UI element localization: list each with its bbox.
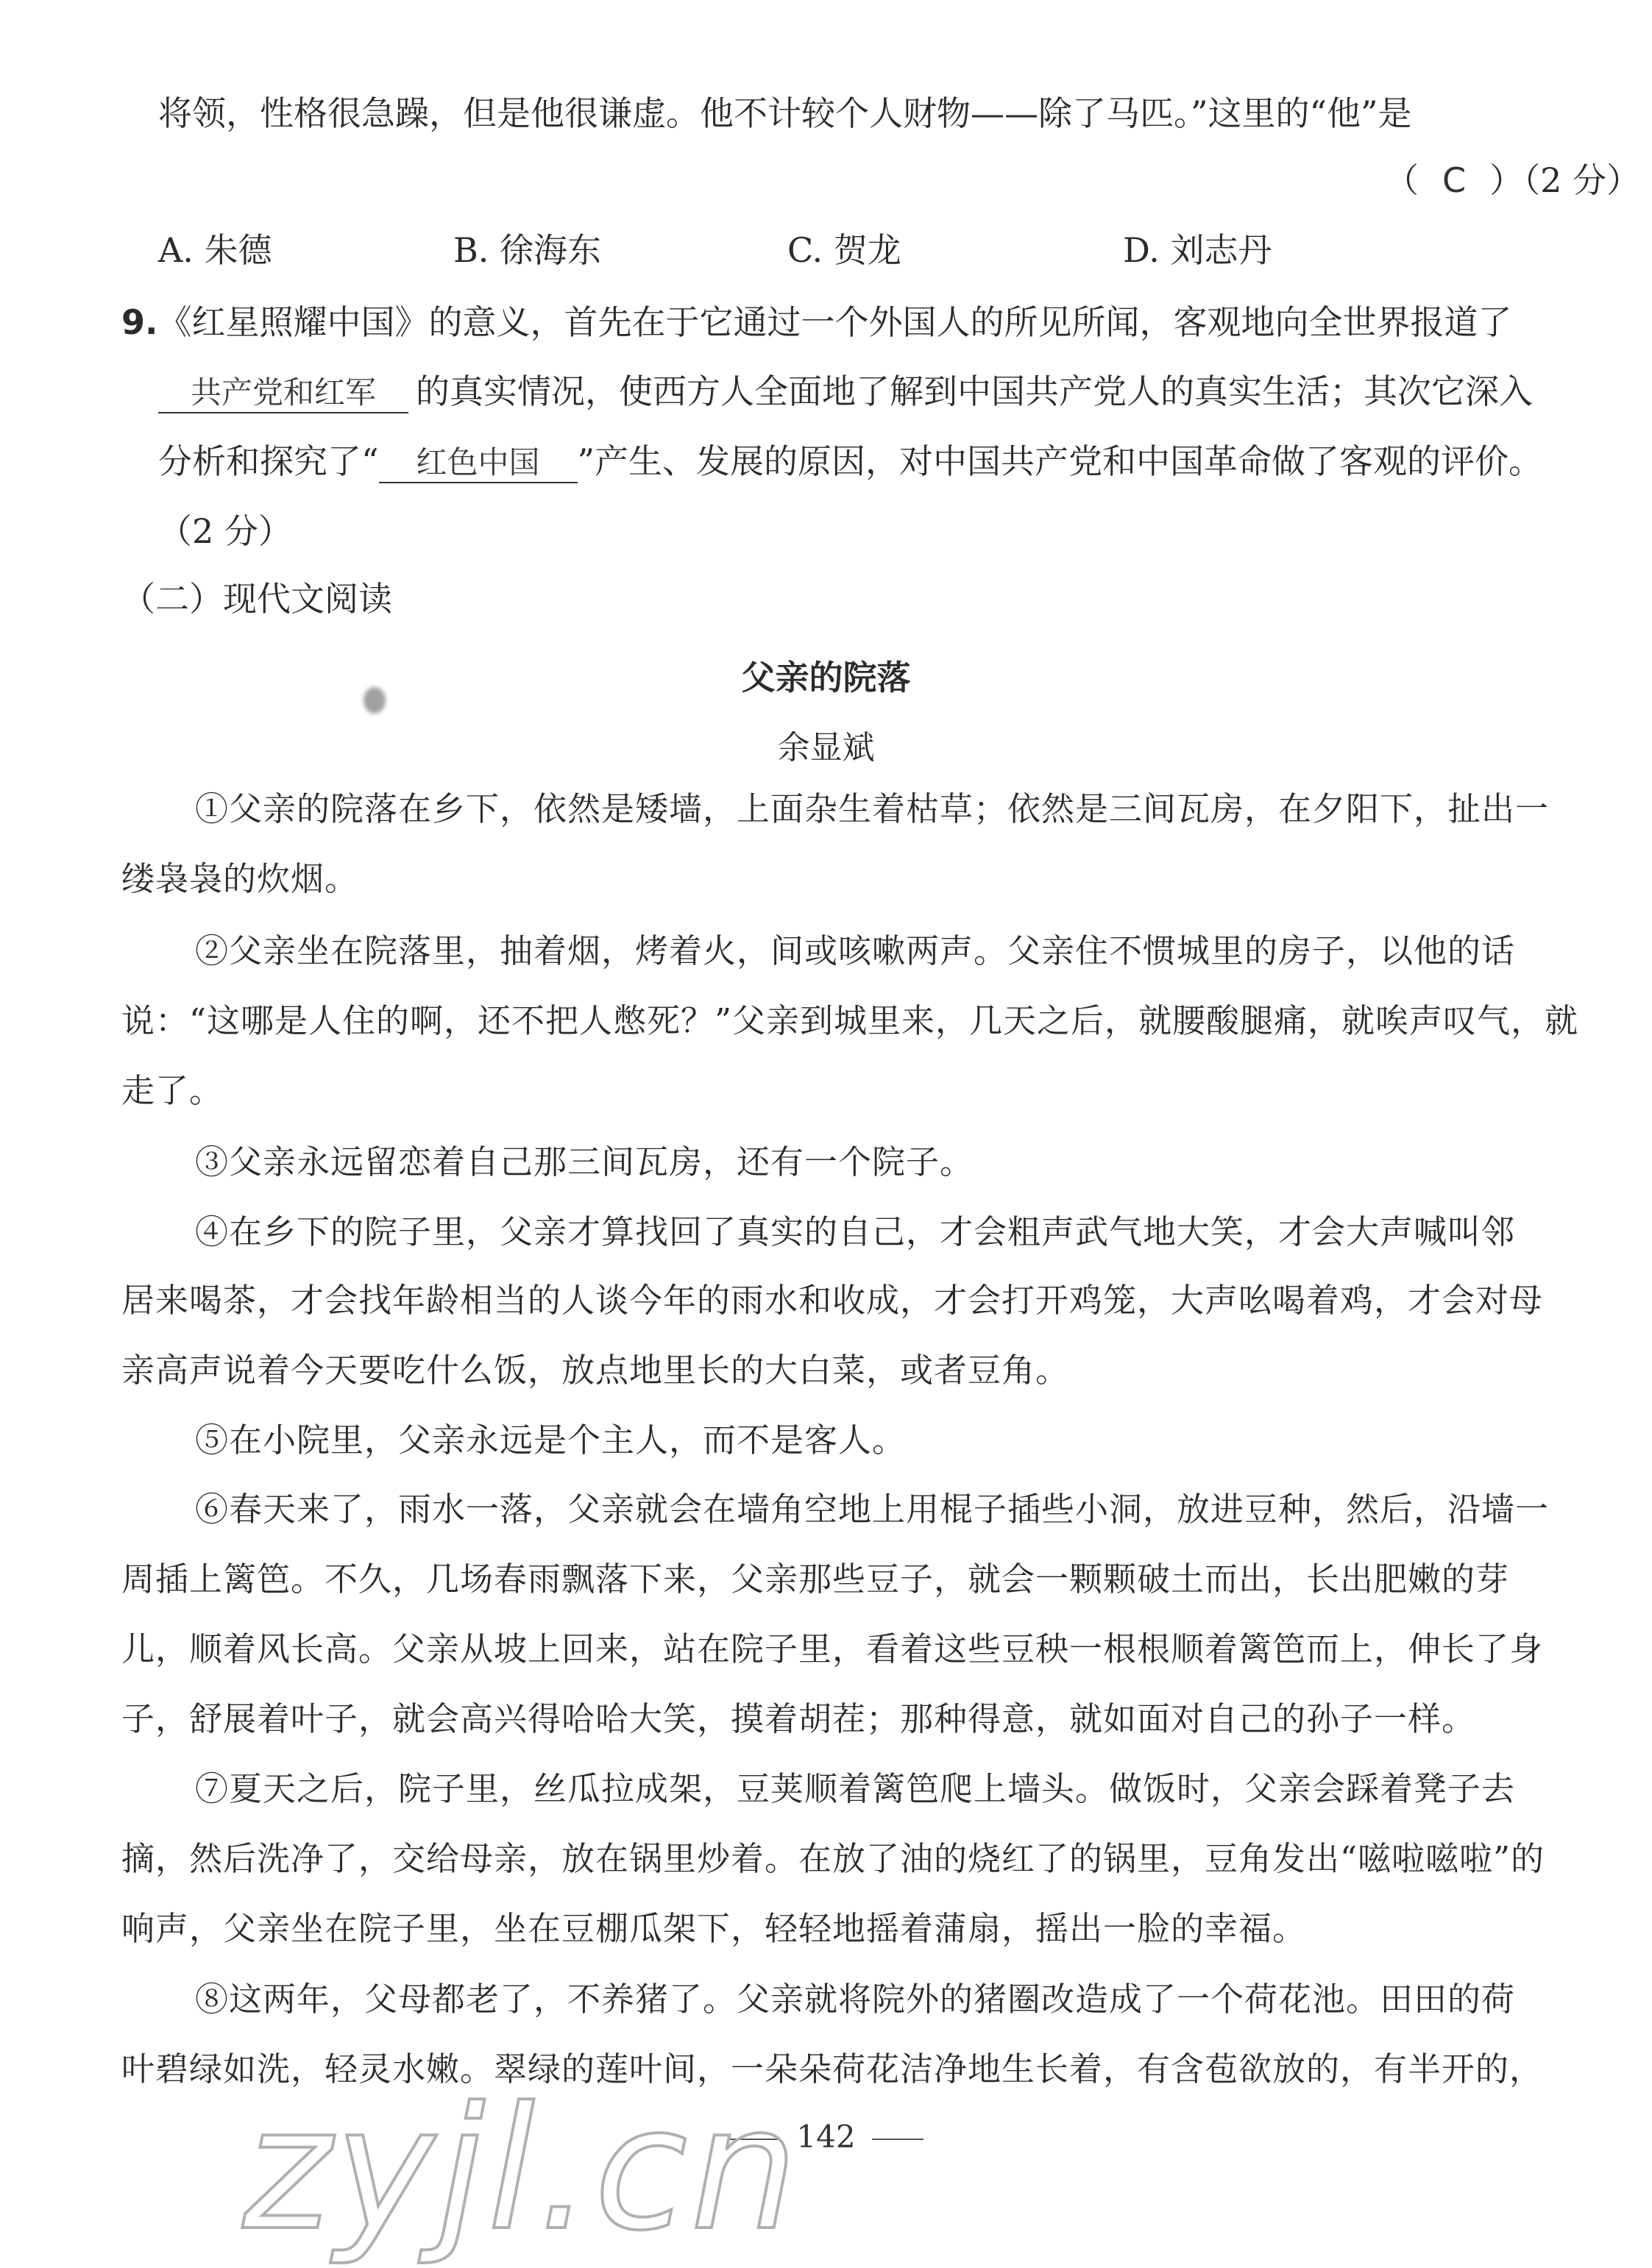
article-line: 居来喝茶，才会找年龄相当的人谈今年的雨水和收成，才会打开鸡笼，大声吆喝着鸡，才会对母 [121, 1281, 1544, 1320]
article-line: 子，舒展着叶子，就会高兴得哈哈大笑，摸着胡茬；那种得意，就如面对自己的孙子一样。 [121, 1699, 1476, 1738]
prev-question-line: 将领，性格很急躁，但是他很谦虚。他不计较个人财物——除了马匹。”这里的“他”是 [158, 93, 1412, 133]
option-c: C. 贺龙 [787, 230, 901, 270]
article-line: 儿，顺着风长高。父亲从坡上回来，站在院子里，看着这些豆秧一根根顺着篱笆而上，伸长了身 [121, 1629, 1544, 1668]
article-line: 摘，然后洗净了，交给母亲，放在锅里炒着。在放了油的烧红了的锅里，豆角发出“嗞啦嗞啦”的 [121, 1839, 1545, 1878]
article-title: 父亲的院落 [741, 658, 911, 697]
article-line: ③父亲永远留恋着自己那三间瓦房，还有一个院子。 [195, 1142, 974, 1181]
section-heading: （二）现代文阅读 [121, 579, 392, 619]
answer-open-paren: （ [1385, 160, 1419, 200]
question-9-text-3a: 分析和探究了“ [158, 441, 379, 481]
prev-question-answer [1385, 158, 1640, 202]
question-9-text-2: 的真实情况，使西方人全面地了解到中国共产党人的真实生活；其次它深入 [416, 372, 1533, 411]
question-9-score: （2 分） [158, 511, 292, 551]
answer-blank-2: 红色中国 [379, 444, 578, 483]
article-line: ⑦夏天之后，院子里，丝瓜拉成架，豆荚顺着篱笆爬上墙头。做饭时，父亲会踩着凳子去 [195, 1769, 1516, 1808]
answer-score: ）（2 分） [1489, 160, 1641, 200]
question-9-text: 《红星照耀中国》的意义，首先在于它通过一个外国人的所见所闻，客观地向全世界报道了 [157, 302, 1512, 342]
ink-smudge [364, 687, 386, 714]
article-line: ②父亲坐在院落里，抽着烟，烤着火，间或咳嗽两声。父亲住不惯城里的房子，以他的话 [195, 931, 1516, 970]
article-line: 走了。 [121, 1071, 224, 1110]
article-line: ⑤在小院里，父亲永远是个主人，而不是客人。 [195, 1421, 907, 1460]
option-d: D. 刘志丹 [1123, 230, 1272, 270]
page-number-value: 142 [796, 2119, 856, 2155]
article-line: 亲高声说着今天要吃什么饭，放点地里长的大白菜，或者豆角。 [121, 1351, 1070, 1390]
article-line: ④在乡下的院子里，父亲才算找回了真实的自己，才会粗声武气地大笑，才会大声喊叫邻 [195, 1212, 1516, 1251]
answer-letter: C [1442, 160, 1467, 200]
question-9-line3 [158, 439, 1542, 483]
article-line: 说：“这哪是人住的啊，还不把人憋死？”父亲到城里来，几天之后，就腰酸腿痛，就唉声叹气，就 [121, 1001, 1579, 1040]
article-line: 叶碧绿如洗，轻灵水嫩。翠绿的莲叶间，一朵朵荷花洁净地生长着，有含苞欲放的，有半开的， [121, 2050, 1544, 2089]
question-9-line2 [158, 369, 1533, 413]
article-author: 余显斌 [777, 729, 875, 767]
article-line: ⑥春天来了，雨水一落，父亲就会在墙角空地上用棍子插些小洞，放进豆种，然后，沿墙一 [195, 1490, 1550, 1529]
option-b: B. 徐海东 [453, 230, 602, 270]
article-line: ⑧这两年，父母都老了，不养猪了。父亲就将院外的猪圈改造成了一个荷花池。田田的荷 [195, 1980, 1516, 2019]
watermark-logo: zyjl.cn [243, 2072, 801, 2268]
article-line: 周插上篱笆。不久，几场春雨飘落下来，父亲那些豆子，就会一颗颗破土而出，长出肥嫩的芽 [121, 1560, 1510, 1599]
article-line: 响声，父亲坐在院子里，坐在豆棚瓜架下，轻轻地摇着蒲扇，摇出一脸的幸福。 [121, 1909, 1307, 1948]
page-number-dash-right [872, 2139, 924, 2140]
question-9-text-3b: ”产生、发展的原因，对中国共产党和中国革命做了客观的评价。 [577, 441, 1543, 481]
question-9-line1 [121, 300, 1511, 344]
question-number: 9. [121, 302, 158, 342]
answer-blank-1: 共产党和红军 [158, 374, 408, 413]
option-a: A. 朱德 [158, 230, 272, 270]
article-line: ①父亲的院落在乡下，依然是矮墙，上面杂生着枯草；依然是三间瓦房，在夕阳下，扯出一 [195, 789, 1550, 828]
article-line: 缕袅袅的炊烟。 [121, 859, 359, 898]
